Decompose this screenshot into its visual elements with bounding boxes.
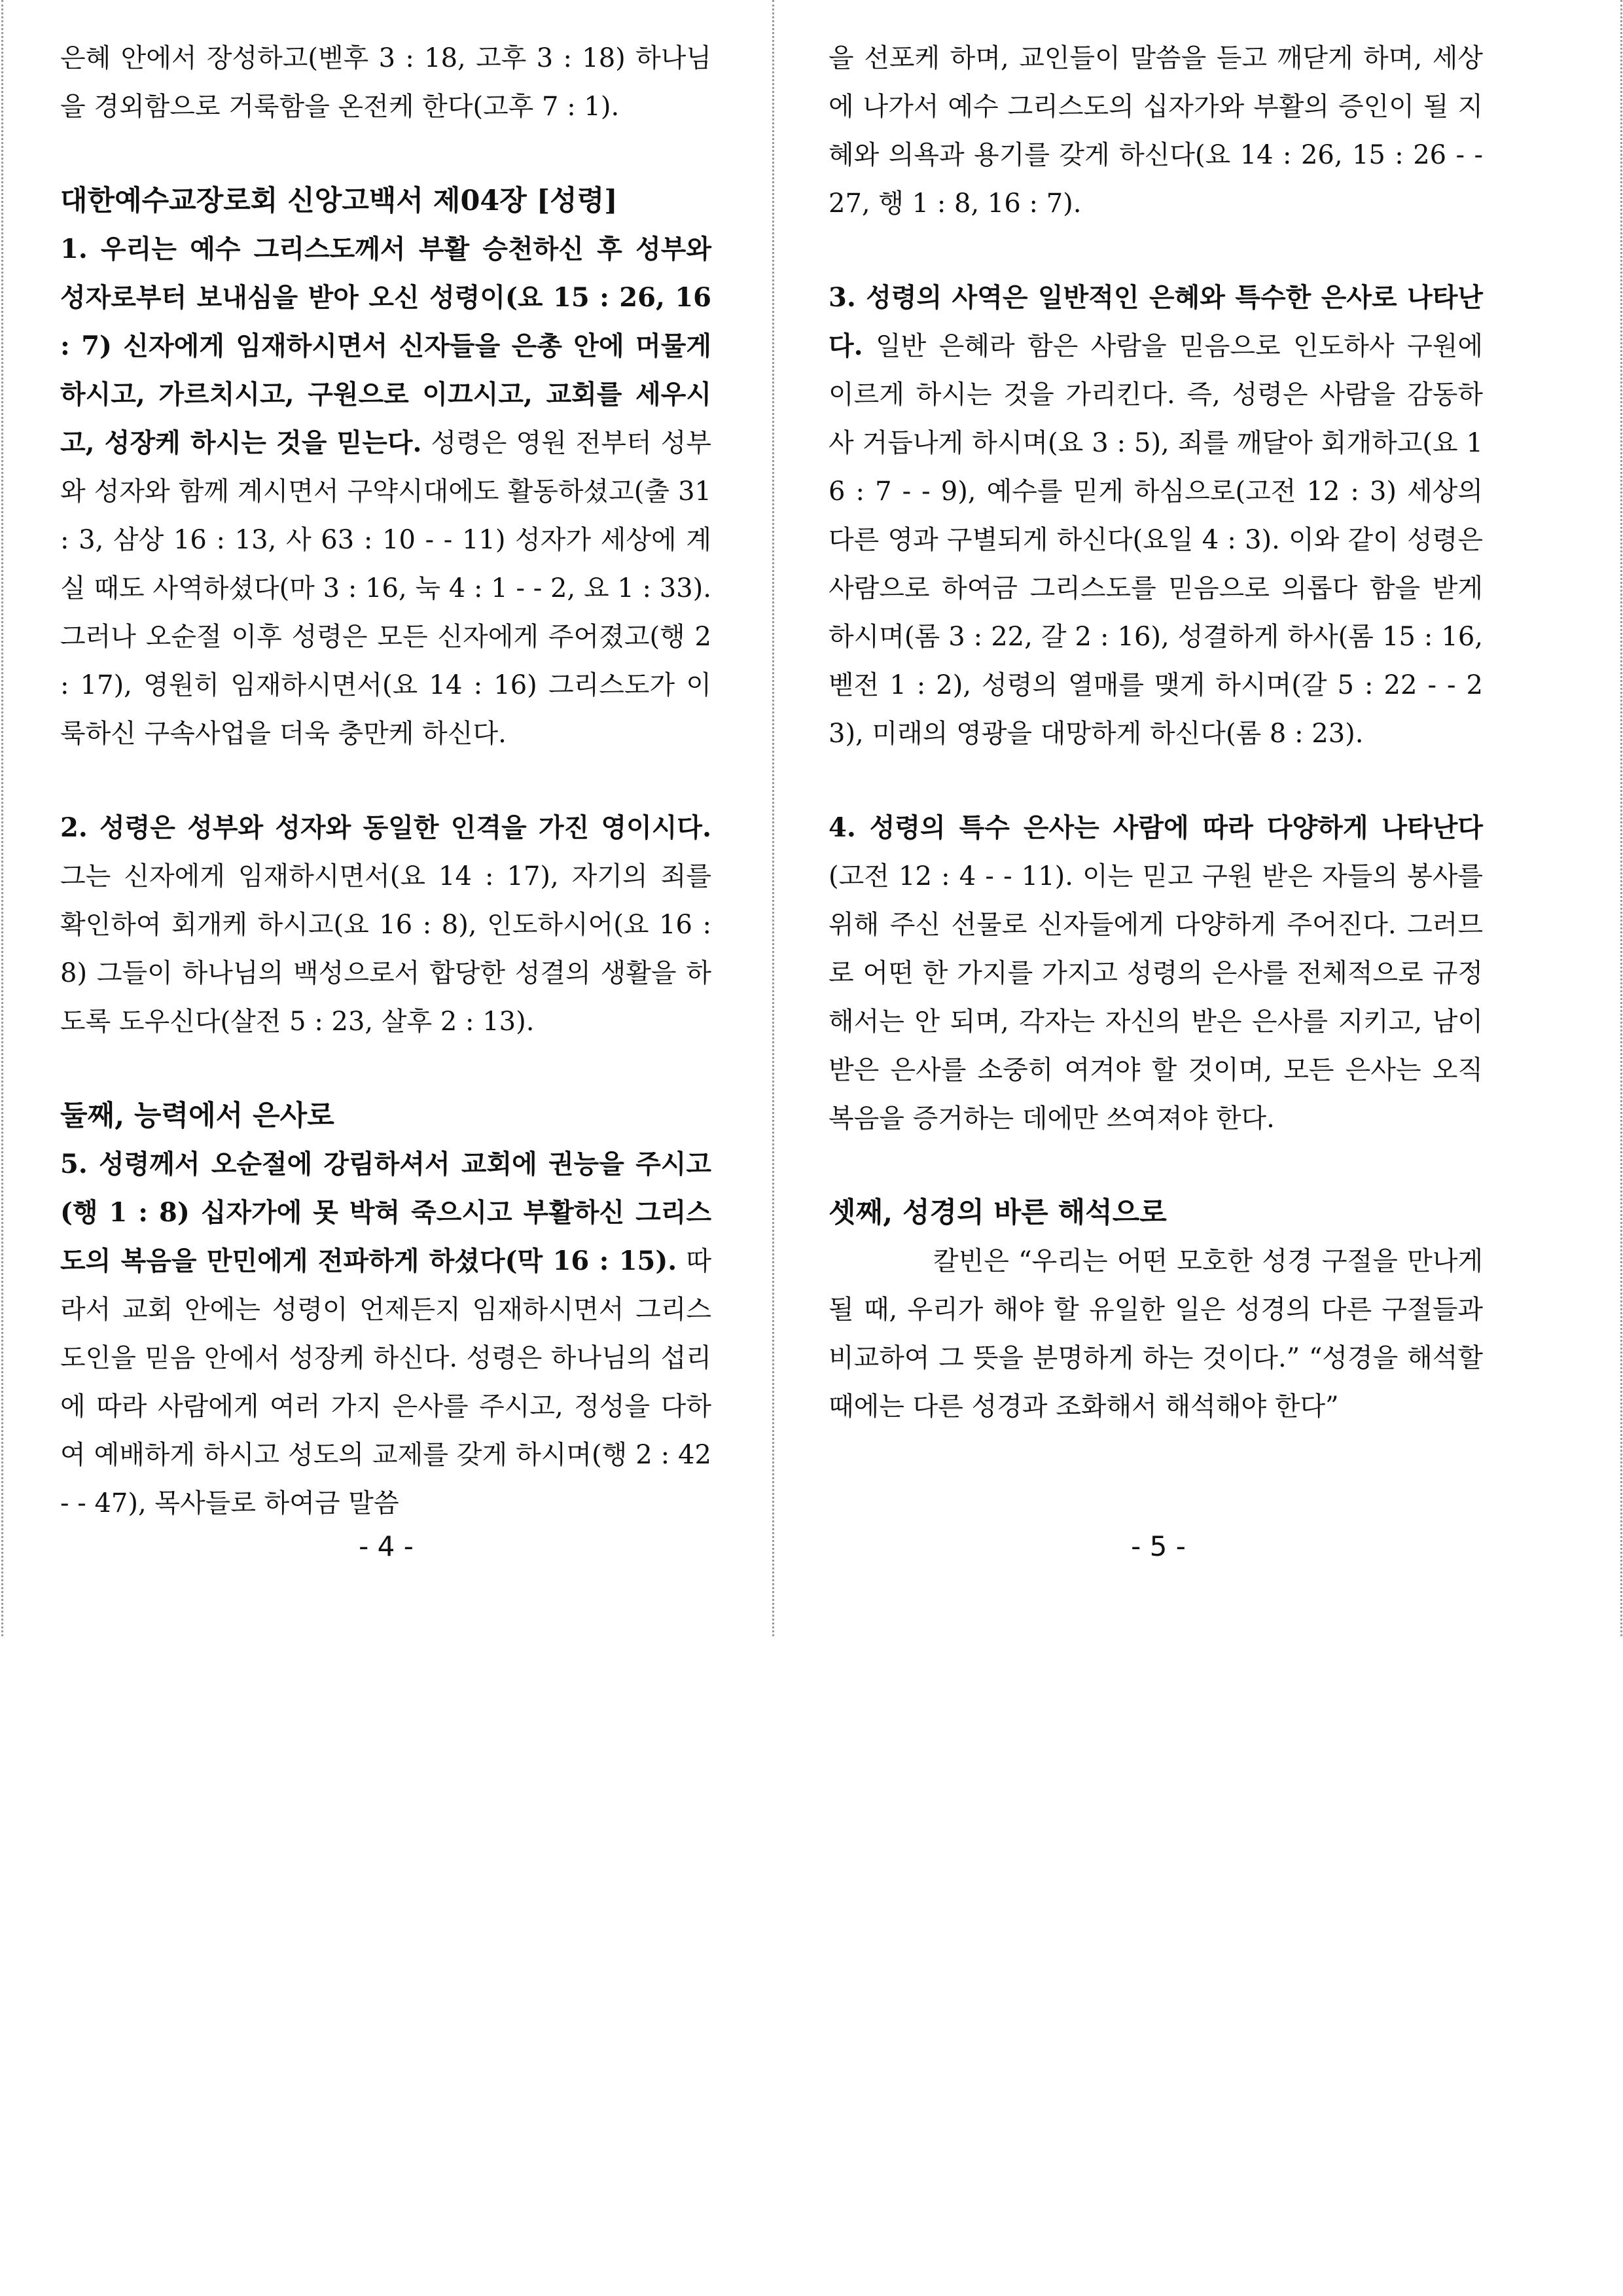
right-edge-dotted-line — [1620, 0, 1622, 1636]
center-fold-dotted-line — [772, 0, 774, 1636]
page-5-column — [829, 34, 1483, 1431]
article-1-body: 성령은 영원 전부터 성부와 성자와 함께 계시면서 구약시대에도 활동하셨고(출 31 : 3, 삼상 16 : 13, 사 63 : 10 - - 11) 성자가 세상에 계실 때도 사역하셨다(마 3 : 16, 눅 4 : 1 - - 2, 요 1 : 33). 그러나 오순절 이후 성령은 모든 신자에게 주어졌고(행 2 : 17), 영원히 임재하시면서(요 14 : 16) 그리스도가 이룩하신 구속사업을 더욱 충만케 하신다. — [60, 428, 711, 749]
subheading-second: 둘째, 능력에서 은사로 — [60, 1100, 334, 1132]
page-4-column — [60, 34, 711, 1528]
continued-paragraph: 을 선포케 하며, 교인들이 말씀을 듣고 깨닫게 하며, 세상에 나가서 예수 그리스도의 십자가와 부활의 증인이 될 지혜와 의욕과 용기를 갖게 하신다(요 14 : 26, 15 : 26 - - 27, 행 1 : 8, 16 : 7). — [829, 43, 1483, 219]
page-number-5: - 5 - — [1131, 1530, 1186, 1562]
article-4 — [829, 804, 1483, 1143]
article-4-lead: 4. 성령의 특수 은사는 사람에 따라 다양하게 나타난다 — [829, 812, 1483, 843]
article-5-body: 따라서 교회 안에는 성령이 언제든지 임재하시면서 그리스도인을 믿음 안에서 성장케 하신다. 성령은 하나님의 섭리에 따라 사람에게 여러 가지 은사를 주시고, 정성을 다하여 예배하게 하시고 성도의 교제를 갖게 하시며(행 2 : 42 - - 47), 목사들로 하여금 말씀 — [60, 1246, 711, 1518]
article-2-body: 그는 신자에게 임재하시면서(요 14 : 17), 자기의 죄를 확인하여 회개케 하시고(요 16 : 8), 인도하시어(요 16 : 8) 그들이 하나님의 백성으로서 합당한 성결의 생활을 하도록 도우신다(살전 5 : 23, 살후 2 : 13). — [60, 861, 711, 1037]
article-1-lead: 1. 우리는 예수 그리스도께서 부활 승천하신 후 성부와 성자로부터 보내심을 받아 오신 성령이(요 15 : 26, 16 : 7) 신자에게 임재하시면서 신자들을 은총 안에 머물게 하시고, 가르치시고, 구원으로 이끄시고, 교회를 세우시고, 성장케 하시는 것을 믿는다. — [60, 234, 711, 458]
article-3 — [829, 274, 1483, 758]
article-5 — [60, 1140, 711, 1528]
subheading-third: 셋째, 성경의 바른 해석으로 — [829, 1196, 1167, 1229]
left-edge-dotted-line — [1, 0, 3, 1636]
article-5-lead: 5. 성령께서 오순절에 강림하셔서 교회에 권능을 주시고(행 1 : 8) 십자가에 못 박혀 죽으시고 부활하신 그리스도의 복음을 만민에게 전파하게 하셨다(막 16 : 15). — [60, 1149, 711, 1276]
section-heading: 대한예수교장로회 신앙고백서 제04장 [성령] — [60, 185, 618, 217]
article-3-body: 일반 은혜라 함은 사람을 믿음으로 인도하사 구원에 이르게 하시는 것을 가리킨다. 즉, 성령은 사람을 감동하사 거듭나게 하시며(요 3 : 5), 죄를 깨달아 회개하고(요 16 : 7 - - 9), 예수를 믿게 하심으로(고전 12 : 3) 세상의 다른 영과 구별되게 하신다(요일 4 : 3). 이와 같이 성령은 사람으로 하여금 그리스도를 믿음으로 의롭다 함을 받게 하시며(롬 3 : 22, 갈 2 : 16), 성결하게 하사(롬 15 : 16, 벧전 1 : 2), 성령의 열매를 맺게 하시며(갈 5 : 22 - - 23), 미래의 영광을 대망하게 하신다(롬 8 : 23). — [829, 331, 1483, 749]
article-1 — [60, 225, 711, 758]
calvin-quote-paragraph: 칼빈은 “우리는 어떤 모호한 성경 구절을 만나게 될 때, 우리가 해야 할 유일한 일은 성경의 다른 구절들과 비교하여 그 뜻을 분명하게 하는 것이다.” “성경을 해석할 때에는 다른 성경과 조화해서 해석해야 한다” — [829, 1246, 1483, 1422]
article-2-lead: 2. 성령은 성부와 성자와 동일한 인격을 가진 영이시다. — [60, 812, 711, 843]
article-2 — [60, 804, 711, 1046]
page-number-4: - 4 - — [359, 1530, 414, 1562]
continued-paragraph: 은혜 안에서 장성하고(벧후 3 : 18, 고후 3 : 18) 하나님을 경외함으로 거룩함을 온전케 한다(고후 7 : 1). — [60, 43, 711, 122]
article-4-body: (고전 12 : 4 - - 11). 이는 믿고 구원 받은 자들의 봉사를 위해 주신 선물로 신자들에게 다양하게 주어진다. 그러므로 어떤 한 가지를 가지고 성령의 은사를 전체적으로 규정해서는 안 되며, 각자는 자신의 받은 은사를 지키고, 남이 받은 은사를 소중히 여겨야 할 것이며, 모든 은사는 오직 복음을 증거하는 데에만 쓰여져야 한다. — [829, 861, 1483, 1134]
article-3-lead: 3. 성령의 사역은 일반적인 은혜와 특수한 은사로 나타난다. — [829, 282, 1483, 361]
